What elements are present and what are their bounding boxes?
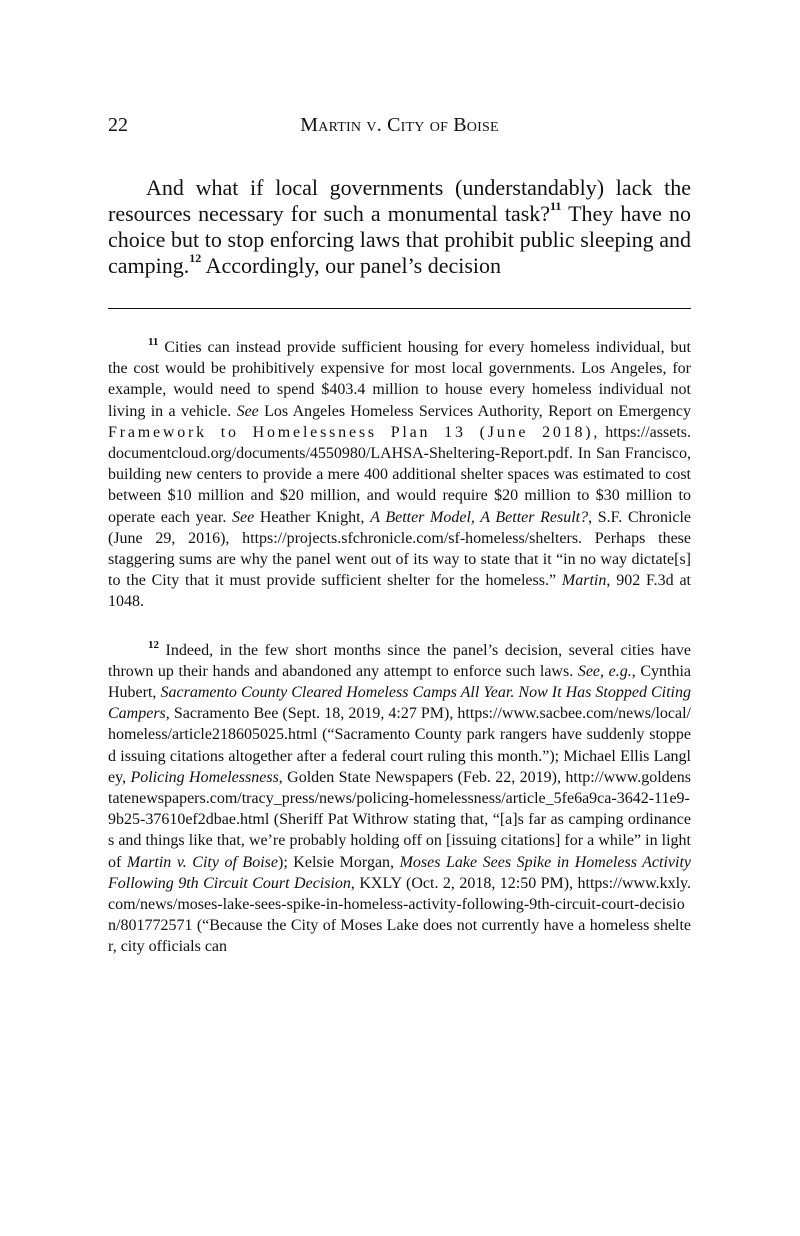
article-title: A Better Model, A Better Result? — [370, 508, 589, 526]
footnote-marker-12: 12 — [148, 638, 159, 651]
footnote-12-text: , KXLY (Oct. 2, 2018, 12:50 PM), https://www.kxly.com/news/moses-lake-sees-spike-in-homeless-activity-following-9th-circuit-court-decision/801772571 (“Because the City of Moses Lake does not currently have a homeless shelter, city officials can — [108, 874, 691, 956]
main-text-part-3: Accordingly, our panel’s decision — [201, 253, 502, 278]
footnote-ref-12[interactable]: 12 — [189, 251, 202, 265]
footnote-12-text: , Golden State Newspapers (Feb. 22, 2019), http://www.goldenstatenewspapers.com/tracy_press/news/policing-homelessness/article_5fe6a9ca-3642-11e9-9b25-37610ef2dbae.html (Sheriff Pat Withrow stating that, “[a]s far as camping ordinances and things like that, we’re probably holding off on [issuing citations] for a while” in light of — [108, 768, 691, 871]
footnote-marker-11: 11 — [148, 336, 159, 348]
page-number: 22 — [108, 114, 128, 136]
footnote-11-url[interactable]: https://assets.documentcloud.org/documents/4550980/LAHSA-Sheltering-Report.pdf. — [108, 423, 692, 463]
footnote-11-text: Framework to Homelessness Plan 13 (June 2018), — [108, 423, 601, 441]
signal-see: See — [231, 508, 255, 526]
footnote-12-text: ); Kelsie Morgan, — [277, 853, 400, 871]
signal-see-eg: See, e.g. — [577, 662, 632, 680]
article-title: Policing Homelessness — [130, 768, 279, 786]
footnote-separator — [108, 308, 691, 309]
footnote-11 — [108, 337, 691, 613]
footnote-12-text: Indeed, in the few short months since the panel’s decision, several cities have thrown up their hands and abandoned any attempt to enforce such laws. — [108, 641, 691, 680]
footnote-ref-11[interactable]: 11 — [550, 199, 562, 213]
article-title: Moses Lake Sees Spike in Homeless Activity Following 9th Circuit Court Decision — [108, 853, 692, 892]
signal-see: See — [236, 402, 259, 420]
page — [108, 112, 691, 974]
page-header — [108, 112, 691, 138]
footnote-12-text: , Cynthia Hubert, — [108, 662, 692, 702]
footnote-11-text: , 902 F.3d at 1048. — [108, 572, 692, 611]
case-cite: Martin — [561, 572, 607, 590]
running-title: Martin v. City of Boise — [300, 114, 499, 136]
main-text-part-2: They have no choice but to stop enforcing laws that prohibit public sleeping and camping. — [108, 201, 691, 278]
case-cite: Martin v. City of Boise — [126, 853, 278, 871]
footnote-11-text: Heather Knight, — [254, 508, 371, 526]
footnote-12-text: , Sacramento Bee (Sept. 18, 2019, 4:27 PM), https://www.sacbee.com/news/local/homeless/article218605025.html (“Sacramento County park rangers have suddenly stopped issuing citations altogether after a federal court ruling this month.”); Michael Ellis Langley, — [108, 705, 691, 786]
main-text-part-1: And what if local governments (understandably) lack the resources necessary for such a monumental task? — [108, 175, 691, 226]
footnote-11-text: , S.F. Chronicle (June 29, 2016), https://projects.sfchronicle.com/sf-homeless/shelters. Perhaps these staggering sums are why the panel went out of its way to state that it “in no way dictate[s] to the City that it must provide sufficient shelter for the homeless.” — [108, 508, 692, 590]
main-paragraph — [108, 175, 691, 279]
footnote-11-text: Los Angeles Homeless Services Authority, Report on Emergency — [258, 402, 691, 420]
footnote-11-text: In San Francisco, building new centers to provide a mere 400 additional shelter spaces was estimated to cost between $10 million and $20 million, and would require $20 million to $30 million to operate each year. — [108, 445, 691, 526]
footnote-12 — [108, 640, 691, 958]
article-title: Sacramento County Cleared Homeless Camps All Year. Now It Has Stopped Citing Campers — [108, 684, 692, 723]
footnote-11-text: Cities can instead provide sufficient housing for every homeless individual, but the cost would be prohibitively expensive for most local governments. Los Angeles, for example, would need to spend $403.4 million to house every homeless individual not living in a vehicle. — [108, 339, 691, 420]
